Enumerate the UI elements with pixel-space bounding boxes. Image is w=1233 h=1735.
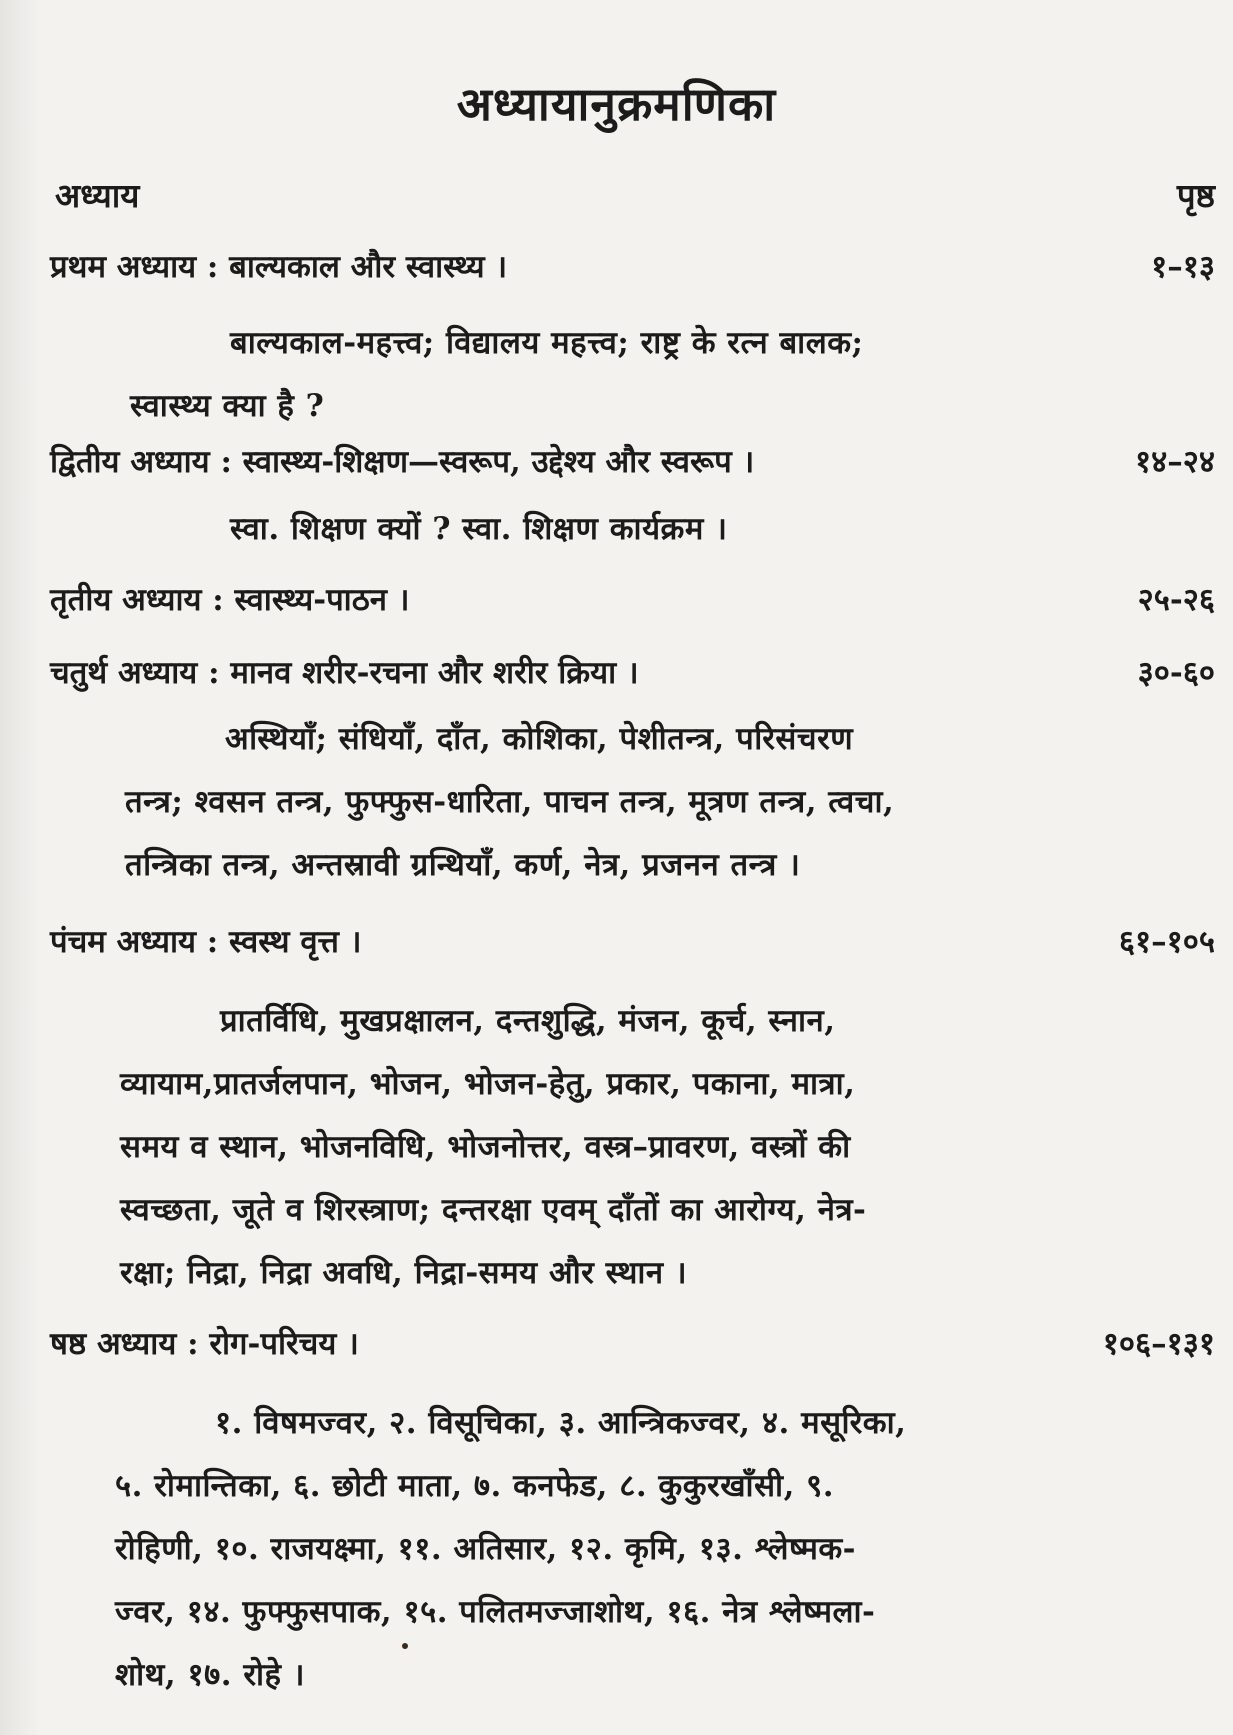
chapter-4-pages: ३०-६० <box>1137 655 1215 691</box>
chapter-6-row <box>50 1322 1215 1364</box>
chapter-6-description <box>115 1392 906 1707</box>
chapter-2-pages: १४–२४ <box>1135 444 1215 480</box>
chapter-4-line-2: तन्त्र; श्वसन तन्त्र, फुफ्फुस-धारिता, पाचन तन्त्र, मूत्रण तन्त्र, त्वचा, <box>125 784 895 820</box>
chapter-5-line-5: रक्षा; निद्रा, निद्रा अवधि, निद्रा-समय और स्थान । <box>120 1255 688 1291</box>
chapter-6-line-4: ज्वर, १४. फुफ्फुसपाक, १५. पलितमज्जाशोथ, १६. नेत्र श्लेष्मला- <box>115 1594 876 1630</box>
chapter-3-row <box>50 578 1215 620</box>
chapter-5-description <box>120 990 866 1305</box>
chapter-6-line-1: १. विषमज्वर, २. विसूचिका, ३. आन्त्रिकज्वर, ४. मसूरिका, <box>215 1405 907 1441</box>
chapter-3-pages: २५-२६ <box>1137 582 1215 618</box>
chapter-5-line-1: प्रातर्विधि, मुखप्रक्षालन, दन्तशुद्धि, मंजन, कूर्च, स्नान, <box>220 1003 836 1039</box>
chapter-5-line-3: समय व स्थान, भोजनविधि, भोजनोत्तर, वस्त्र–प्रावरण, वस्त्रों की <box>120 1129 851 1165</box>
chapter-1-row <box>50 245 1215 287</box>
chapter-1-description <box>130 312 863 438</box>
chapter-2-row <box>50 440 1215 482</box>
chapter-5-pages: ६१–१०५ <box>1118 924 1215 960</box>
chapter-4-line-1: अस्थियाँ; संधियाँ, दाँत, कोशिका, पेशीतन्त्र, परिसंचरण <box>225 721 854 757</box>
chapter-6-pages: १०६–१३१ <box>1102 1326 1215 1362</box>
chapter-4-title: चतुर्थ अध्याय : मानव शरीर-रचना और शरीर क्रिया । <box>50 655 639 691</box>
chapter-6-title: षष्ठ अध्याय : रोग-परिचय । <box>50 1326 359 1362</box>
chapter-2-line-1: स्वा. शिक्षण क्यों ? स्वा. शिक्षण कार्यक्रम । <box>230 511 728 547</box>
column-header-chapter: अध्याय <box>55 176 140 215</box>
chapter-5-line-2: व्यायाम,प्रातर्जलपान, भोजन, भोजन-हेतु, प्रकार, पकाना, मात्रा, <box>120 1066 856 1102</box>
chapter-4-description <box>125 708 894 897</box>
chapter-5-line-4: स्वच्छता, जूते व शिरस्त्राण; दन्तरक्षा एवम् दाँतों का आरोग्य, नेत्र- <box>120 1192 867 1228</box>
chapter-4-row <box>50 651 1215 693</box>
chapter-3-title: तृतीय अध्याय : स्वास्थ्य-पाठन । <box>50 582 410 618</box>
chapter-2-description <box>230 498 727 561</box>
page-title: अध्यायानुक्रमणिका <box>456 77 777 131</box>
chapter-1-title: प्रथम अध्याय : बाल्यकाल और स्वास्थ्य । <box>50 249 508 285</box>
chapter-6-line-3: रोहिणी, १०. राजयक्ष्मा, ११. अतिसार, १२. कृमि, १३. श्लेष्मक- <box>115 1531 857 1567</box>
chapter-4-line-3: तन्त्रिका तन्त्र, अन्तस्रावी ग्रन्थियाँ, कर्ण, नेत्र, प्रजनन तन्त्र । <box>125 847 801 883</box>
chapter-2-title: द्वितीय अध्याय : स्वास्थ्य-शिक्षण—स्वरूप, उद्देश्य और स्वरूप । <box>50 444 755 480</box>
chapter-6-line-5: शोथ, १७. रोहे । <box>115 1657 306 1693</box>
chapter-5-row <box>50 920 1215 962</box>
chapter-1-line-2: स्वास्थ्य क्या है ? <box>130 388 325 424</box>
chapter-5-title: पंचम अध्याय : स्वस्थ वृत्त । <box>50 924 362 960</box>
ink-speck <box>402 1643 408 1649</box>
chapter-1-line-1: बाल्यकाल-महत्त्व; विद्यालय महत्त्व; राष्ट्र के रत्न बालक; <box>230 325 864 361</box>
chapter-6-line-2: ५. रोमान्तिका, ६. छोटी माता, ७. कनफेड, ८. कुकुरखाँसी, ९. <box>115 1468 835 1504</box>
chapter-1-pages: १–१३ <box>1151 249 1215 285</box>
column-header-page: पृष्ठ <box>1176 176 1215 215</box>
